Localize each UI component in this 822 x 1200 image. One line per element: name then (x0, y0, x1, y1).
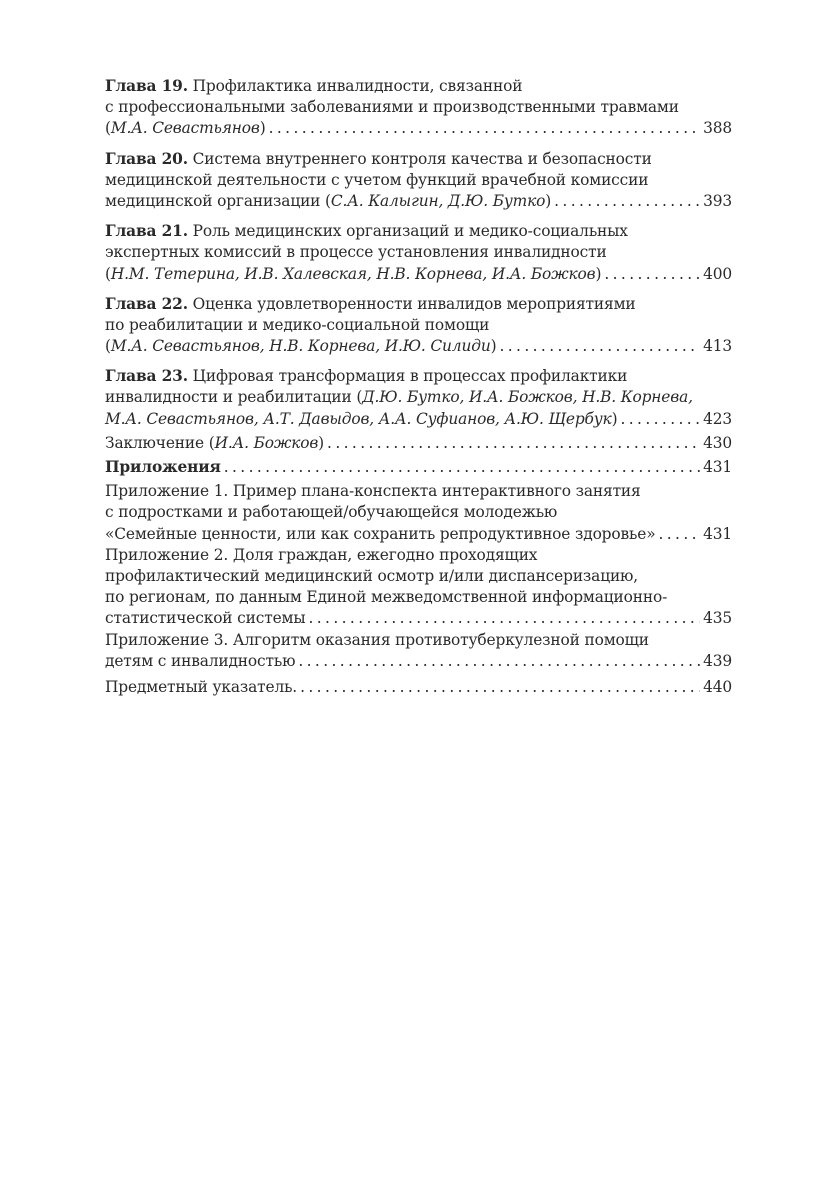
toc-line: Приложение 1. Пример плана-конспекта интерактивного занятия (105, 482, 641, 501)
toc-line (105, 76, 732, 97)
chapter-authors: М.А. Севастьянов, А.Т. Давыдов, А.А. Суфианов, А.Ю. Щербук (105, 409, 612, 428)
toc-entry-appendices[interactable] (105, 457, 732, 478)
page-number: 439 (703, 651, 732, 670)
page-number: 413 (703, 337, 732, 356)
toc-line (105, 315, 732, 336)
toc-entry-subject-index[interactable] (105, 677, 732, 698)
dot-leader (499, 336, 700, 357)
page-number: 431 (703, 524, 732, 543)
toc-entry-chapter-22[interactable] (105, 294, 732, 358)
page-number: 388 (703, 119, 732, 138)
toc-leader-line (105, 264, 732, 285)
chapter-label: Глава 19. (105, 77, 188, 95)
chapter-title: Система внутреннего контроля качества и безопасности (192, 149, 652, 168)
table-of-contents (105, 76, 732, 698)
toc-entry-chapter-23[interactable] (105, 366, 732, 430)
chapter-authors: Д.Ю. Бутко, И.А. Божков, Н.В. Корнева, (362, 388, 693, 407)
dot-leader (554, 191, 700, 212)
toc-line (105, 149, 732, 170)
toc-leader-line (105, 608, 732, 629)
chapter-title: Профилактика инвалидности, связанной (192, 77, 523, 95)
toc-entry-conclusion[interactable] (105, 433, 732, 454)
chapter-authors: Н.М. Тетерина, И.В. Халевская, Н.В. Корнева, И.А. Божков (110, 264, 596, 283)
chapter-authors: С.А. Калыгин, Д.Ю. Бутко (330, 191, 546, 210)
chapter-label: Глава 20. (105, 149, 188, 168)
toc-line (105, 97, 732, 118)
dot-leader (224, 457, 700, 478)
chapter-title: по реабилитации и медико-социальной помощи (105, 315, 490, 334)
toc-entry-chapter-21[interactable] (105, 221, 732, 285)
page-number: 423 (703, 409, 732, 428)
toc-text: (М.А. Севастьянов, Н.В. Корнева, И.Ю. Силиди) (105, 337, 497, 356)
toc-leader-line (105, 118, 732, 139)
toc-entry-chapter-20[interactable] (105, 149, 732, 213)
toc-entry-appendix-3[interactable] (105, 630, 732, 672)
chapter-label: Глава 23. (105, 367, 188, 386)
page-number: 431 (703, 458, 732, 476)
dot-leader (658, 524, 700, 545)
toc-leader-line (105, 433, 732, 454)
toc-leader-line (105, 457, 732, 478)
toc-text: «Семейные ценности, или как сохранить репродуктивное здоровье» (105, 524, 656, 543)
toc-line (105, 294, 732, 315)
toc-text: Предметный указатель. (105, 677, 298, 696)
dot-leader (269, 118, 700, 139)
toc-leader-line (105, 651, 732, 672)
chapter-authors: М.А. Севастьянов (110, 119, 260, 138)
toc-text: (М.А. Севастьянов) (105, 119, 266, 138)
toc-leader-line (105, 191, 732, 212)
chapter-title: с профессиональными заболеваниями и производственными травмами (105, 98, 679, 117)
toc-line: Приложение 2. Доля граждан, ежегодно проходящих (105, 545, 538, 564)
toc-line (105, 366, 732, 387)
dot-leader (308, 608, 700, 629)
chapter-title: Цифровая трансформация в процессах профилактики (192, 367, 628, 386)
chapter-title: инвалидности и реабилитации ( (105, 388, 363, 407)
toc-entry-appendix-2[interactable] (105, 545, 732, 630)
chapter-label: Глава 21. (105, 222, 188, 241)
toc-leader-line (105, 677, 732, 698)
page-number: 440 (703, 677, 732, 696)
dot-leader (300, 677, 700, 698)
toc-line (105, 242, 732, 263)
toc-line: Приложение 3. Алгоритм оказания противотуберкулезной помощи (105, 630, 649, 649)
toc-text: медицинской организации (С.А. Калыгин, Д.Ю. Бутко) (105, 191, 552, 210)
toc-entry-chapter-19[interactable] (105, 76, 732, 140)
toc-leader-line (105, 409, 732, 430)
chapter-label: Глава 22. (105, 294, 188, 313)
chapter-authors: И.А. Божков (214, 433, 319, 452)
chapter-authors: М.А. Севастьянов, Н.В. Корнева, И.Ю. Силиди (110, 337, 491, 356)
toc-leader-line (105, 524, 732, 545)
toc-leader-line (105, 336, 732, 357)
toc-line (105, 170, 732, 191)
toc-text: детям с инвалидностью (105, 651, 296, 670)
page-number: 400 (703, 264, 732, 283)
toc-line (105, 221, 732, 242)
dot-leader (620, 409, 700, 430)
section-title: Приложения (105, 458, 221, 476)
chapter-title: Роль медицинских организаций и медико-социальных (192, 222, 628, 241)
toc-text: статистической системы (105, 609, 306, 628)
chapter-title: экспертных комиссий в процессе установления инвалидности (105, 243, 607, 262)
dot-leader (604, 264, 700, 285)
toc-text: М.А. Севастьянов, А.Т. Давыдов, А.А. Суфианов, А.Ю. Щербук) (105, 409, 618, 428)
dot-leader (298, 651, 700, 672)
toc-text: Заключение (И.А. Божков) (105, 433, 325, 452)
toc-line (105, 387, 732, 408)
toc-line: профилактический медицинский осмотр и/или диспансеризацию, (105, 566, 639, 585)
dot-leader (327, 433, 700, 454)
page-number: 393 (703, 191, 732, 210)
toc-entry-appendix-1[interactable] (105, 481, 732, 545)
page-number: 430 (703, 433, 732, 452)
page-number: 435 (703, 609, 732, 628)
toc-text: (Н.М. Тетерина, И.В. Халевская, Н.В. Корнева, И.А. Божков) (105, 264, 602, 283)
chapter-title: Оценка удовлетворенности инвалидов мероприятиями (192, 294, 636, 313)
toc-line: по регионам, по данным Единой межведомственной информационно- (105, 588, 668, 607)
toc-line: с подростками и работающей/обучающейся молодежью (105, 503, 558, 522)
chapter-title: медицинской деятельности с учетом функций врачебной комиссии (105, 170, 649, 189)
